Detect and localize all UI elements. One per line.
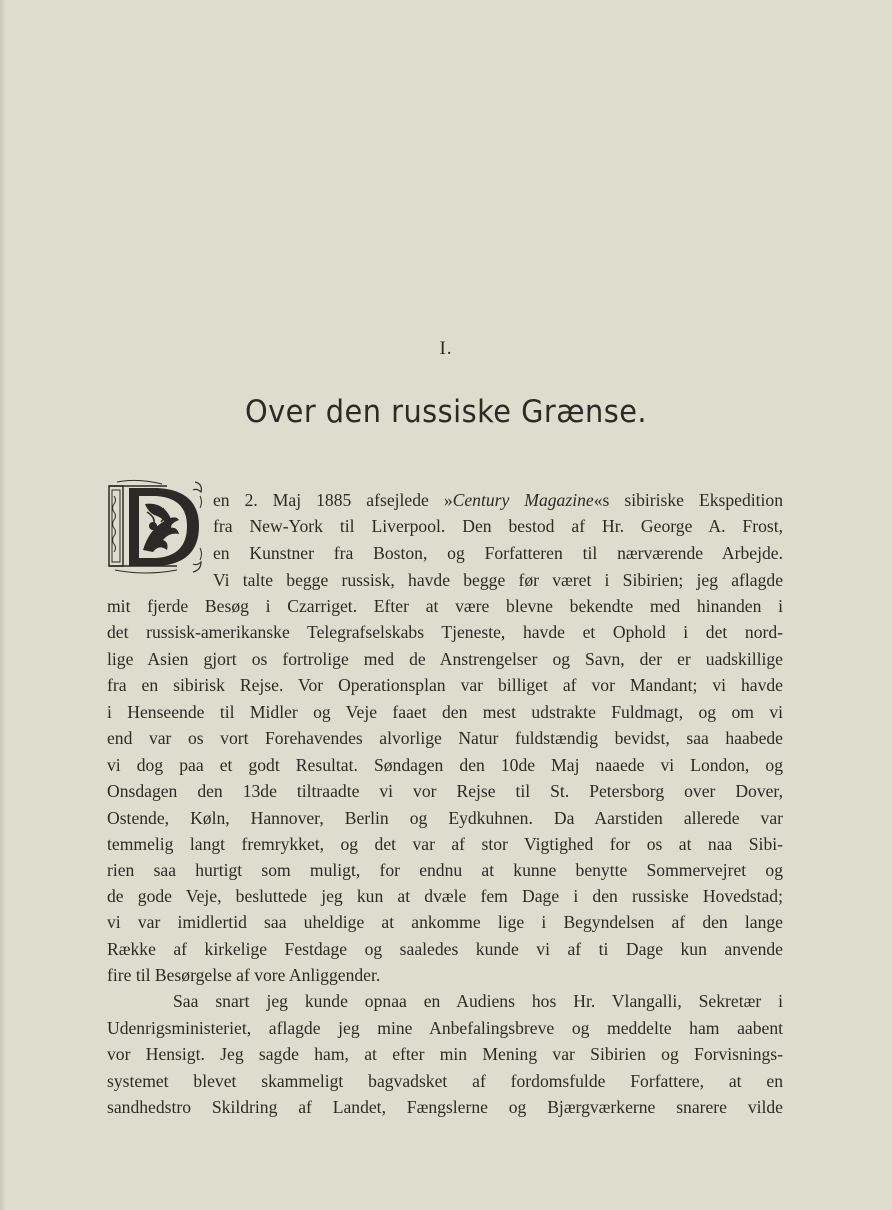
text-line: Udenrigsministeriet, aflagde jeg mine Anbefalingsbreve og meddelte ham aabent	[107, 1018, 783, 1038]
text-line: vi var imidlertid saa uheldige at ankomme lige i Begyndelsen af den lange	[107, 912, 783, 932]
text-line: end var os vort Forehavendes alvorlige Natur fuldstændig bevidst, saa haabede	[107, 728, 783, 748]
text-line: systemet blevet skammeligt bagvadsket af fordomsfulde Forfattere, at en	[107, 1071, 783, 1091]
text-line: Onsdagen den 13de tiltraadte vi vor Rejse til St. Petersborg over Dover,	[107, 781, 783, 801]
text-line: Ostende, Køln, Hannover, Berlin og Eydkuhnen. Da Aarstiden allerede var	[107, 808, 783, 828]
text-line: Vi talte begge russisk, havde begge før været i Sibirien; jeg aflagde	[213, 570, 783, 590]
magazine-title: Century Magazine	[452, 490, 594, 510]
text-line: Saa snart jeg kunde opnaa en Audiens hos Hr. Vlangalli, Sekretær i	[173, 991, 783, 1011]
text-line: de gode Veje, besluttede jeg kun at dvæle fem Dage i den russiske Hovedstad;	[107, 886, 783, 906]
text-line: fra New-York til Liverpool. Den bestod af Hr. George A. Frost,	[213, 516, 783, 536]
text-line: vor Hensigt. Jeg sagde ham, at efter min Mening var Sibirien og Forvisnings-	[107, 1044, 783, 1064]
text-line: det russisk-amerikanske Telegrafselskabs Tjeneste, havde et Ophold i det nord-	[107, 622, 783, 642]
ornamental-initial-d-icon	[107, 478, 205, 578]
chapter-title: Over den russiske Grænse.	[244, 394, 648, 430]
text-line: mit fjerde Besøg i Czarriget. Efter at være blevne bekendte med hinanden i	[107, 596, 783, 616]
text-line: sandhedstro Skildring af Landet, Fængslerne og Bjærgværkerne snarere vilde	[107, 1097, 783, 1117]
text-line: en 2. Maj 1885 afsejlede »Century Magazine«s sibiriske Ekspedition	[213, 490, 784, 510]
text-line: i Henseende til Midler og Veje faaet den mest udstrakte Fuldmagt, og om vi	[107, 702, 783, 722]
chapter-number: I.	[439, 338, 453, 359]
text-line: rien saa hurtigt som muligt, for endnu at kunne benytte Sommervejret og	[107, 860, 783, 880]
text-line: temmelig langt fremrykket, og det var af stor Vigtighed for os at naa Sibi-	[107, 834, 783, 854]
text-line: fra en sibirisk Rejse. Vor Operationsplan var billiget af vor Mandant; vi havde	[107, 675, 783, 695]
text-line: vi dog paa et godt Resultat. Søndagen den 10de Maj naaede vi London, og	[107, 755, 783, 775]
text-line: lige Asien gjort os fortrolige med de Anstrengelser og Savn, der er uadskillige	[107, 649, 783, 669]
page-edge	[0, 0, 6, 1210]
text-line: fire til Besørgelse af vore Anliggender.	[107, 965, 381, 985]
text-line: Række af kirkelige Festdage og saaledes kunde vi af ti Dage kun anvende	[107, 939, 783, 959]
text-line: en Kunstner fra Boston, og Forfatteren til nærværende Arbejde.	[213, 543, 783, 563]
